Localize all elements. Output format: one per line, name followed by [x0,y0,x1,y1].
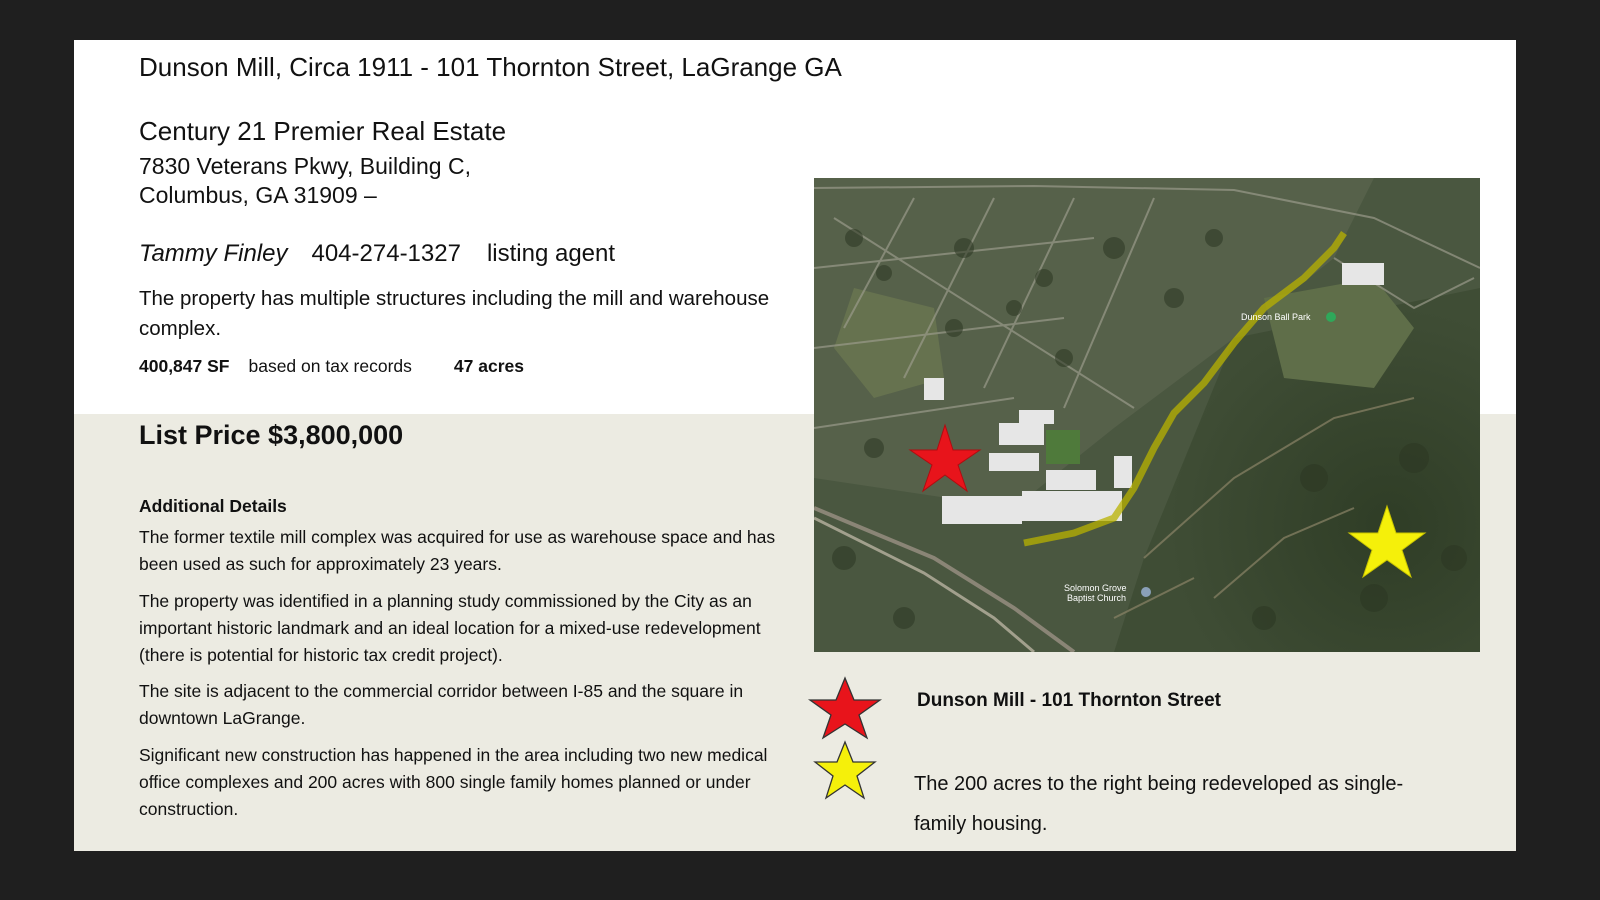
agent-phone: 404-274-1327 [311,240,461,267]
property-description: The property has multiple structures including the mill and warehouse complex. [139,287,770,340]
square-footage-note: based on tax records [248,356,412,376]
park-marker-icon [1326,312,1336,322]
page-title: Dunson Mill, Circa 1911 - 101 Thornton Street, LaGrange GA [139,52,842,82]
church-marker-icon [1141,587,1151,597]
aerial-map-image [814,178,1480,652]
list-price: List Price $3,800,000 [139,420,404,450]
square-footage: 400,847 SF [139,356,230,376]
church-label-line-2: Baptist Church [1067,593,1127,603]
legend-yellow-label: The 200 acres to the right being redeveloped as single-family housing. [914,773,1404,835]
agent-name: Tammy Finley [139,240,288,267]
company-address [139,152,699,210]
legend-yellow-star-icon [812,740,878,802]
details-heading: Additional Details [139,496,287,516]
legend-red-star-icon [806,676,884,742]
address-line-2: Columbus, GA 31909 – [139,182,377,208]
legend-red-label: Dunson Mill - 101 Thornton Street [917,690,1222,711]
details-paragraph-1: The former textile mill complex was acquired for use as warehouse space and has been used as such for approximately 23 years. [139,527,776,574]
slide [74,40,1516,851]
details-paragraph-4: Significant new construction has happened in the area including two new medical office complexes and 200 acres with 800 single family homes planned or under construction. [139,745,768,819]
address-line-1: 7830 Veterans Pkwy, Building C, [139,153,471,179]
details-paragraph-2: The property was identified in a planning study commissioned by the City as an important historic landmark and an ideal location for a mixed-use redevelopment (there is potential for historic tax credit project). [139,591,761,665]
property-stats [139,356,524,377]
ballpark-label: Dunson Ball Park [1241,312,1311,322]
aerial-map [814,178,1480,652]
acreage: 47 acres [453,356,524,376]
church-label-line-1: Solomon Grove [1064,583,1127,593]
agent-role: listing agent [486,240,616,267]
agent-line [139,240,615,268]
company-name: Century 21 Premier Real Estate [139,116,507,146]
details-paragraph-3: The site is adjacent to the commercial corridor between I-85 and the square in downtown LaGrange. [139,681,744,728]
